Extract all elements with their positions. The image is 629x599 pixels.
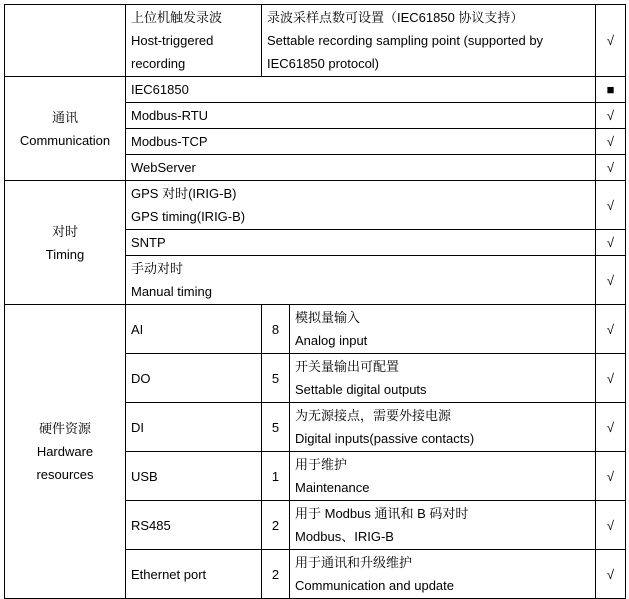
hw-item-desc — [290, 452, 596, 501]
hw-desc-zh: 用于 Modbus 通讯和 B 码对时 — [295, 506, 469, 521]
hw-desc-en: Modbus、IRIG-B — [295, 529, 394, 544]
timing-manual-en: Manual timing — [131, 284, 212, 299]
hw-item-count: 2 — [262, 501, 290, 550]
hw-item-count: 5 — [262, 403, 290, 452]
support-mark: √ — [596, 403, 626, 452]
empty-category-cell — [5, 5, 126, 77]
category-label-en: Timing — [45, 246, 85, 262]
spec-table — [4, 4, 626, 599]
support-mark: √ — [596, 501, 626, 550]
hw-desc-zh: 用于通讯和升级维护 — [295, 555, 413, 570]
timing-item-gps — [126, 181, 596, 230]
hw-item-name: DO — [126, 354, 262, 403]
hw-item-desc — [290, 354, 596, 403]
hw-desc-en: Analog input — [295, 333, 368, 348]
timing-gps-zh: GPS 对时(IRIG-B) — [131, 186, 237, 201]
support-mark: √ — [596, 230, 626, 256]
feature-desc-cell — [262, 5, 596, 77]
hw-item-desc — [290, 501, 596, 550]
timing-item-manual — [126, 256, 596, 305]
support-mark: √ — [596, 452, 626, 501]
hw-item-name: RS485 — [126, 501, 262, 550]
comm-item-name: IEC61850 — [126, 77, 596, 103]
hw-desc-en: Maintenance — [295, 480, 370, 495]
timing-item-sntp: SNTP — [126, 230, 596, 256]
row-comm-iec61850 — [5, 77, 626, 103]
support-mark: √ — [596, 354, 626, 403]
hw-desc-en: Communication and update — [295, 578, 454, 593]
timing-manual-zh: 手动对时 — [131, 261, 184, 276]
support-mark: √ — [596, 129, 626, 155]
hw-desc-zh: 用于维护 — [295, 457, 348, 472]
hw-item-name: Ethernet port — [126, 550, 262, 599]
support-mark: √ — [596, 5, 626, 77]
category-communication — [5, 77, 126, 181]
feature-desc-en: IEC61850 protocol) — [267, 56, 380, 71]
feature-name-cell — [126, 5, 262, 77]
hw-desc-en: Settable digital outputs — [295, 382, 427, 397]
support-mark: √ — [596, 155, 626, 181]
hw-item-desc — [290, 305, 596, 354]
feature-desc-en: Settable recording sampling point (supported by — [267, 33, 544, 48]
hw-item-name: AI — [126, 305, 262, 354]
comm-item-name: WebServer — [126, 155, 596, 181]
feature-name-en: recording — [131, 56, 186, 71]
hw-item-name: USB — [126, 452, 262, 501]
category-timing — [5, 181, 126, 305]
hw-item-name: DI — [126, 403, 262, 452]
category-hardware — [5, 305, 126, 599]
hw-item-count: 1 — [262, 452, 290, 501]
support-mark: √ — [596, 256, 626, 305]
comm-item-name: Modbus-TCP — [126, 129, 596, 155]
feature-desc-zh: 录波采样点数可设置（IEC61850 协议支持） — [267, 10, 524, 25]
row-host-triggered-recording — [5, 5, 626, 77]
support-mark: √ — [596, 305, 626, 354]
category-label-zh: 硬件资源 — [38, 421, 91, 436]
category-label-en: Communication — [19, 132, 111, 148]
hw-desc-en: Digital inputs(passive contacts) — [295, 431, 475, 446]
row-timing-gps — [5, 181, 626, 230]
hw-desc-zh: 模拟量输入 — [295, 310, 361, 325]
hw-desc-zh: 开关量输出可配置 — [295, 359, 400, 374]
timing-gps-en: GPS timing(IRIG-B) — [131, 209, 246, 224]
row-hw-ai — [5, 305, 626, 354]
category-label-zh: 对时 — [51, 223, 78, 239]
comm-item-name: Modbus-RTU — [126, 103, 596, 129]
hw-desc-zh: 为无源接点，需要外接电源 — [295, 408, 452, 423]
support-mark: √ — [596, 181, 626, 230]
feature-name-zh: 上位机触发录波 — [131, 10, 223, 25]
hw-item-count: 5 — [262, 354, 290, 403]
category-label-zh: 通讯 — [51, 109, 78, 125]
hw-item-desc — [290, 403, 596, 452]
hw-item-count: 8 — [262, 305, 290, 354]
optional-mark: ■ — [596, 77, 626, 103]
feature-name-en: Host-triggered — [131, 33, 214, 48]
hw-item-desc — [290, 550, 596, 599]
support-mark: √ — [596, 550, 626, 599]
hw-item-count: 2 — [262, 550, 290, 599]
category-label-en: Hardware — [36, 444, 94, 459]
category-label-en: resources — [36, 467, 94, 482]
support-mark: √ — [596, 103, 626, 129]
